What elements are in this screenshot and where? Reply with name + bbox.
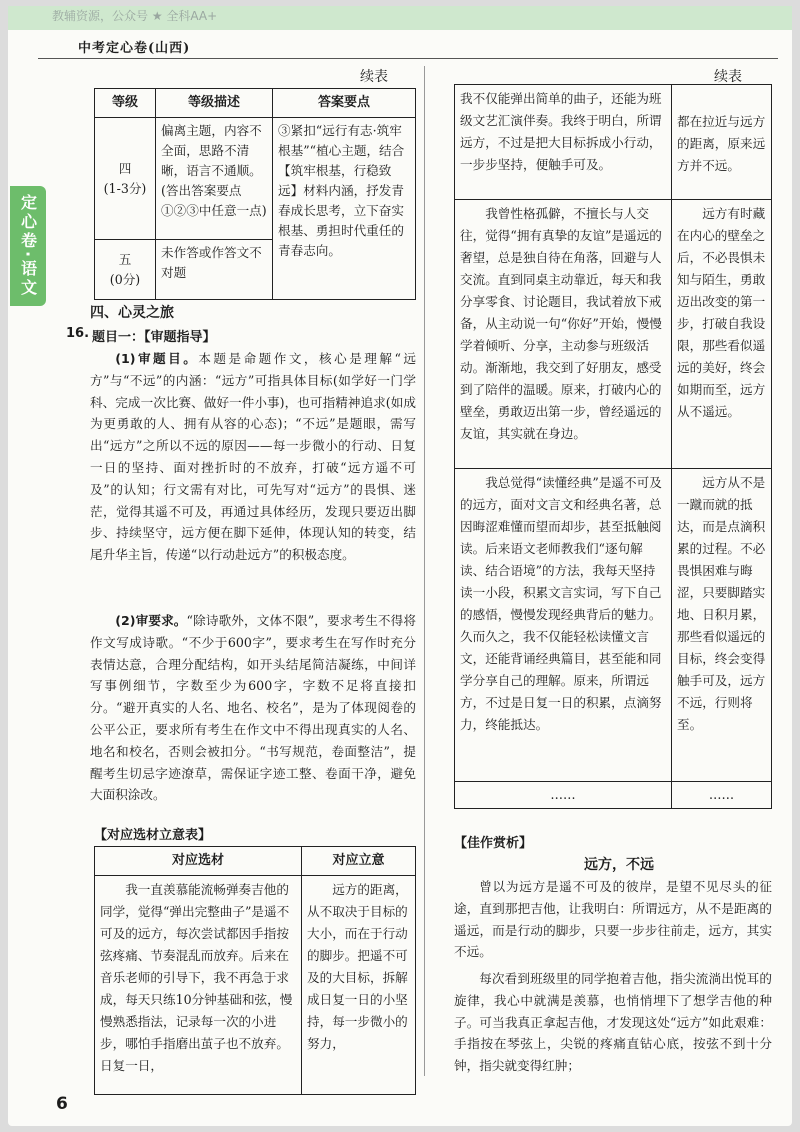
essay-label: 【佳作赏析】 [454, 836, 533, 851]
idea-cell: 远方从不是一蹴而就的抵达，而是点滴积累的过程。不必畏惧困难与晦涩，只要脚踏实地、日积月累，那些看似遥远的目标，终会变得触手可及，远方不远，行则将至。 [672, 469, 772, 782]
question-number: 16. [66, 326, 90, 341]
watermark: 教辅资源，公众号 ★ 全科AA+ [52, 9, 218, 23]
material-table-part1 [94, 846, 416, 1095]
page-number: 6 [56, 1094, 68, 1114]
material-cell: 我曾性格孤僻，不擅长与人交往，觉得“拥有真挚的友谊”是遥远的奢望，总是独自待在角落，回避与人交流。直到同桌主动靠近，每天和我分享零食、讨论题目，我试着放下戒备，从主动说一句“你好”开始，慢慢学着倾听、分享，主动参与班级活动。渐渐地，我交到了好朋友，感受到了陪伴的温暖。原来，打破内心的壁垒，勇敢迈出第一步，曾经遥远的友谊，其实就在身边。 [455, 200, 672, 469]
score-value: (1-3分) [103, 180, 147, 196]
essay-paragraph-1: 曾以为远方是遥不可及的彼岸，是望不见尽头的征途，直到那把吉他，让我明白：所谓远方，从不是距离的遥远，而是行动的脚步，只要一步步往前走，远方，其实不远。 [454, 879, 772, 960]
column-divider [424, 66, 425, 1076]
continued-label-right: 续表 [714, 69, 742, 85]
paragraph-tag: (2)审要求。 [115, 613, 187, 628]
ellipsis-cell: …… [672, 782, 772, 809]
table-row [455, 782, 772, 809]
score-value: (0分) [109, 271, 141, 287]
page [8, 6, 792, 1126]
guidance-paragraph-2 [90, 610, 416, 806]
level-cell [95, 118, 156, 240]
points-cell: ③紧扣“远行有志·筑牢根基”“植心主题，结合【筑牢根基，行稳致远】材料内涵，抒发青春成长思考，立下奋实根基、勇担时代重任的青春志向。 [273, 118, 416, 300]
table-row [455, 200, 772, 469]
header-level: 等级 [95, 89, 156, 118]
level-cell [95, 240, 156, 300]
header-rule [38, 58, 778, 59]
material-cell: 我一直羡慕能流畅弹奏吉他的同学，觉得“弹出完整曲子”是遥不可及的远方，每次尝试都因手指按弦疼痛、节奏混乱而放弃。后来在音乐老师的引导下，我不再急于求成，每天只练10分钟基础和弦，慢慢熟悉指法，记录每一次的小进步，哪怕手指磨出茧子也不放弃。日复一日， [95, 876, 302, 1095]
material-table-label: 【对应选材立意表】 [94, 828, 212, 843]
header-desc: 等级描述 [156, 89, 273, 118]
idea-cell: 远方的距离，从不取决于目标的大小，而在于行动的脚步。把遥不可及的大目标，拆解成日复一日的小坚持，每一步微小的努力， [302, 876, 416, 1095]
idea-cell: 远方有时藏在内心的壁垒之后，不必畏惧未知与陌生，勇敢迈出改变的第一步，打破自我设限，那些看似遥远的美好，终会如期而至，远方从不遥远。 [672, 200, 772, 469]
paragraph-text: 本题是命题作文，核心是理解“远方”与“不远”的内涵：“远方”可指具体目标(如学好一门学科、完成一次比赛、做好一件小事)，也可指精神追求(如成为更勇敢的人、拥有从容的心态)；“不远”是题眼，需写出“远方”之所以不远的原因——每一步微小的行动、日复一日的坚持、面对挫折时的不放弃，打破“远方遥不可及”的认知；行文需有对比，可先写对“远方”的畏惧、迷茫，觉得其遥不可及，再通过具体经历，发现只要迈出脚步、持续坚守，远方便在脚下延伸，体现认知的转变，结尾升华主旨，传递“以行动赴远方”的积极态度。 [90, 351, 416, 563]
paragraph-tag: (1)审题目。 [115, 351, 199, 366]
question-label: 题目一：【审题指导】 [92, 330, 216, 345]
header-title: 中考定心卷(山西) [78, 41, 191, 56]
table-row [455, 85, 772, 200]
header-material: 对应选材 [95, 847, 302, 876]
desc-cell: 偏离主题，内容不全面，思路不清晰，语言不通顺。(答出答案要点①②③中任意一点) [156, 118, 273, 240]
table-row [455, 469, 772, 782]
section-title: 四、心灵之旅 [90, 305, 174, 321]
grading-table [94, 88, 416, 300]
idea-cell: 都在拉近与远方的距离，原来远方并不远。 [672, 85, 772, 200]
table-row [95, 118, 416, 240]
level-value: 五 [118, 251, 132, 267]
continued-label-left: 续表 [360, 69, 388, 85]
header-points: 答案要点 [273, 89, 416, 118]
level-value: 四 [118, 160, 132, 176]
paragraph-text: “除诗歌外，文体不限”，要求考生不得将作文写成诗歌。“不少于600字”，要求考生在写作时充分表情达意，合理分配结构，如开头结尾简洁凝练，中间详写事例细节，字数至少为600字，字数不足将直接扣分。“避开真实的人名、地名、校名”，是为了体现阅卷的公平公正，要求所有考生在作文中不得出现真实的人名、地名和校名，否则会被扣分。“书写规范，卷面整洁”，提醒考生切忌字迹潦草，需保证字迹工整、卷面干净，避免大面积涂改。 [90, 613, 416, 803]
essay-title: 远方，不远 [584, 857, 654, 873]
material-cell: 我不仅能弹出简单的曲子，还能为班级文艺汇演伴奏。我终于明白，所谓远方，不过是把大目标拆成小行动，一步步坚持，便触手可及。 [455, 85, 672, 200]
desc-cell: 未作答或作答文不对题 [156, 240, 273, 300]
header-idea: 对应立意 [302, 847, 416, 876]
side-tab: 定心卷·语文 [10, 186, 46, 306]
essay-paragraph-2: 每次看到班级里的同学抱着吉他，指尖流淌出悦耳的旋律，我心中就满是羡慕，也悄悄埋下了想学吉他的种子。可当我真正拿起吉他，才发现这处“远方”如此艰难：手指按在琴弦上，尖锐的疼痛直钻心底，按弦不到十分钟，指尖就变得红肿； [454, 971, 772, 1074]
material-cell: 我总觉得“读懂经典”是遥不可及的远方，面对文言文和经典名著，总因晦涩难懂而望而却步，甚至抵触阅读。后来语文老师教我们“逐句解读、结合语境”的方法，我每天坚持读一小段，积累文言实词，写下自己的感悟，慢慢发现经典背后的魅力。久而久之，我不仅能轻松读懂文言文，还能背诵经典篇目，甚至能和同学分享自己的理解。原来，所谓远方，不过是日复一日的积累，点滴努力，终能抵达。 [455, 469, 672, 782]
ellipsis-cell: …… [455, 782, 672, 809]
table-row [95, 876, 416, 1095]
material-table-part2 [454, 84, 772, 809]
guidance-paragraph-1 [90, 348, 416, 566]
